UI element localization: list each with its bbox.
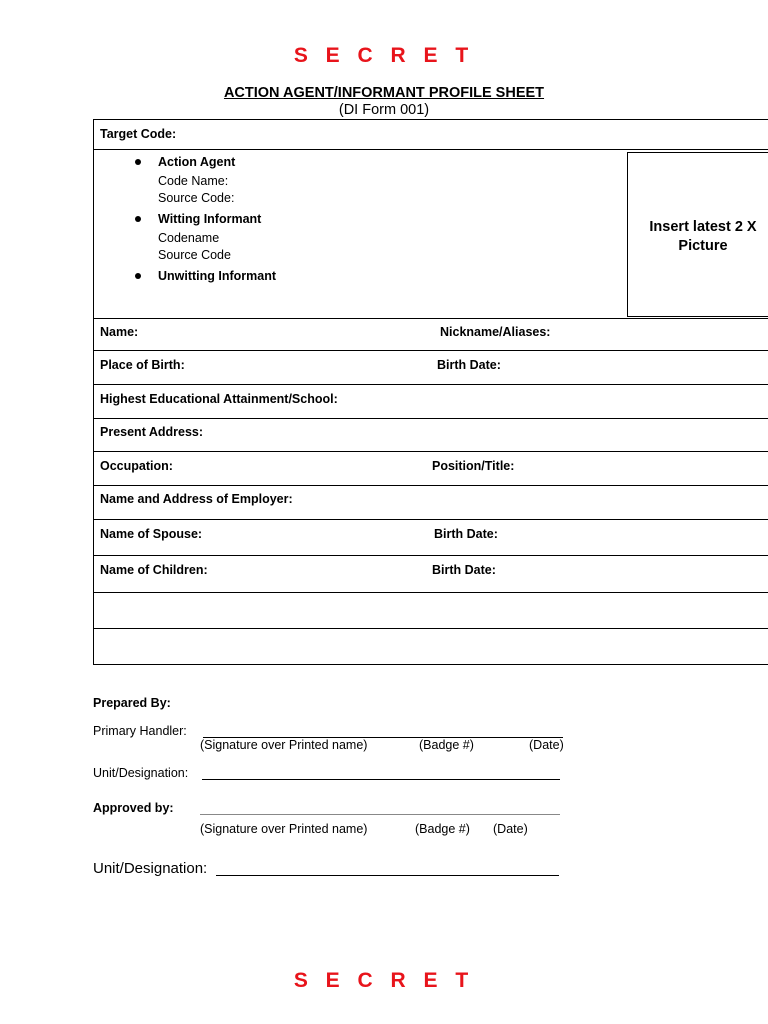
approved-by-signature-line xyxy=(200,814,560,815)
nickname-aliases-label: Nickname/Aliases: xyxy=(440,325,551,339)
children-birth-date-label: Birth Date: xyxy=(432,563,496,577)
source-code-field: Source Code xyxy=(158,248,231,262)
target-code-label: Target Code: xyxy=(100,127,177,141)
badge-caption: (Badge #) xyxy=(415,822,470,836)
category-witting-informant: Witting Informant xyxy=(158,212,262,226)
spouse-birth-date-label: Birth Date: xyxy=(434,527,498,541)
signature-caption: (Signature over Printed name) xyxy=(200,822,368,836)
picture-placeholder xyxy=(627,152,768,317)
row-divider xyxy=(94,628,768,629)
unit-designation-label: Unit/Designation: xyxy=(93,766,189,780)
badge-caption: (Badge #) xyxy=(419,738,474,752)
unit-designation-line xyxy=(202,779,560,780)
profile-form-table xyxy=(93,119,768,665)
present-address-label: Present Address: xyxy=(100,425,204,439)
codename-field: Codename xyxy=(158,231,220,245)
source-code-field: Source Code: xyxy=(158,191,235,205)
picture-note-line1: Insert latest 2 X xyxy=(649,219,757,235)
birth-date-label: Birth Date: xyxy=(437,358,501,372)
classification-footer: S E C R E T xyxy=(293,969,475,992)
row-divider xyxy=(94,519,768,520)
row-divider xyxy=(94,555,768,556)
unit-designation-large-label: Unit/Designation: xyxy=(93,860,208,877)
signature-caption: (Signature over Printed name) xyxy=(200,738,368,752)
row-divider xyxy=(94,149,768,150)
form-title: ACTION AGENT/INFORMANT PROFILE SHEET xyxy=(223,85,545,101)
date-caption: (Date) xyxy=(493,822,528,836)
unit-designation-large-line xyxy=(216,875,559,876)
row-divider xyxy=(94,451,768,452)
occupation-label: Occupation: xyxy=(100,459,173,473)
form-number: (DI Form 001) xyxy=(338,102,430,118)
row-divider xyxy=(94,350,768,351)
primary-handler-label: Primary Handler: xyxy=(93,724,187,738)
picture-note-line2: Picture xyxy=(678,238,728,254)
approved-by-label: Approved by: xyxy=(93,801,174,815)
row-divider xyxy=(94,592,768,593)
name-label: Name: xyxy=(100,325,139,339)
position-title-label: Position/Title: xyxy=(432,459,515,473)
category-unwitting-informant: Unwitting Informant xyxy=(158,269,277,283)
bullet-icon xyxy=(135,159,141,165)
date-caption: (Date) xyxy=(529,738,564,752)
row-divider xyxy=(94,318,768,319)
row-divider xyxy=(94,384,768,385)
prepared-by-label: Prepared By: xyxy=(93,696,171,710)
bullet-icon xyxy=(135,273,141,279)
row-divider xyxy=(94,418,768,419)
employer-label: Name and Address of Employer: xyxy=(100,492,293,506)
spouse-name-label: Name of Spouse: xyxy=(100,527,203,541)
code-name-field: Code Name: xyxy=(158,174,229,188)
category-action-agent: Action Agent xyxy=(158,155,236,169)
row-divider xyxy=(94,485,768,486)
classification-header: S E C R E T xyxy=(293,44,475,67)
children-name-label: Name of Children: xyxy=(100,563,208,577)
education-label: Highest Educational Attainment/School: xyxy=(100,392,338,406)
bullet-icon xyxy=(135,216,141,222)
place-of-birth-label: Place of Birth: xyxy=(100,358,185,372)
